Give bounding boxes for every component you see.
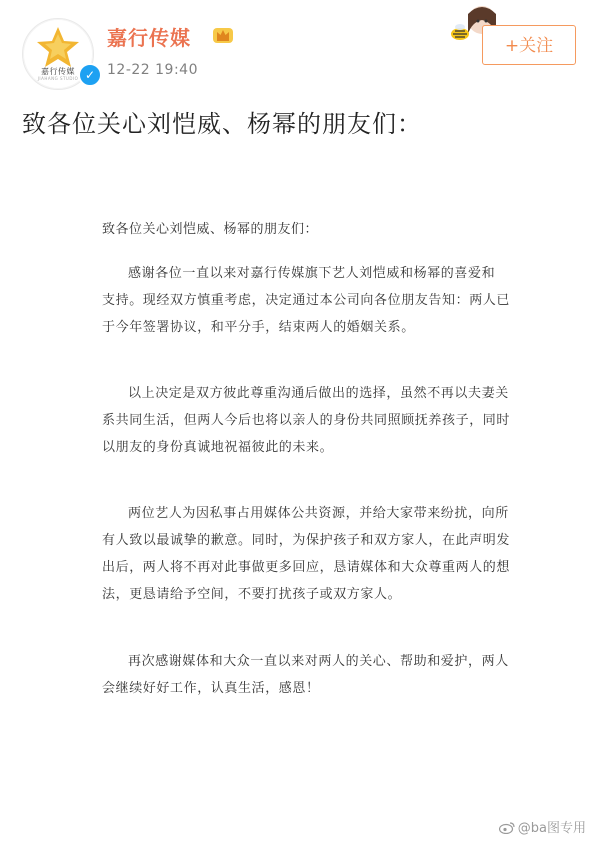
paragraph-line: 有人致以最诚挚的歉意。同时，为保护孩子和双方家人，在此声明发 <box>102 533 511 548</box>
avatar-logo-subtext: JIAHANG STUDIO <box>37 76 79 81</box>
weibo-watermark <box>499 817 586 836</box>
paragraph-line: 以朋友的身份真诚地祝福彼此的未来。 <box>102 440 334 455</box>
paragraph-line: 支持。现经双方慎重考虑，决定通过本公司向各位朋友告知：两人已 <box>102 293 511 308</box>
paragraph-line: 两位艺人为因私事占用媒体公共资源，并给大家带来纷扰，向所 <box>128 506 509 521</box>
paragraph-line: 于今年签署协议，和平分手，结束两人的婚姻关系。 <box>102 320 415 335</box>
paragraph-line: 法，更恳请给予空间，不要打扰孩子或双方家人。 <box>102 587 402 602</box>
letter-paragraph <box>102 648 522 702</box>
verified-icon: ✓ <box>78 63 102 87</box>
crown-badge-icon <box>212 25 234 45</box>
paragraph-line: 会继续好好工作，认真生活，感恩！ <box>102 681 320 696</box>
post-timestamp[interactable]: 12-22 19:40 <box>107 62 198 78</box>
paragraph-line: 出后，两人将不再对此事做更多回应，恳请媒体和大众尊重两人的想 <box>102 560 511 575</box>
weibo-logo-icon <box>499 821 515 834</box>
paragraph-line: 再次感谢媒体和大众一直以来对两人的关心、帮助和爱护，两人 <box>128 654 509 669</box>
letter-paragraph <box>102 500 522 608</box>
paragraph-line: 感谢各位一直以来对嘉行传媒旗下艺人刘恺威和杨幂的喜爱和 <box>128 266 496 281</box>
watermark-text: @ba图专用 <box>517 821 586 836</box>
letter-paragraph <box>102 260 522 341</box>
paragraph-line: 以上决定是双方彼此尊重沟通后做出的选择，虽然不再以夫妻关 <box>128 386 509 401</box>
avatar-logo-text: 嘉行传媒 <box>41 67 75 76</box>
star-logo-icon <box>35 25 81 69</box>
statement-image <box>0 170 600 842</box>
paragraph-line: 系共同生活，但两人今后也将以亲人的身份共同照顾抚养孩子，同时 <box>102 413 511 428</box>
follow-button[interactable]: +关注 <box>482 25 576 65</box>
username[interactable]: 嘉行传媒 <box>107 26 191 50</box>
letter-paragraph <box>102 380 522 461</box>
letter-greeting: 致各位关心刘恺威、杨幂的朋友们： <box>102 222 319 237</box>
post-title: 致各位关心刘恺威、杨幂的朋友们： <box>22 110 422 138</box>
post-header <box>0 0 600 96</box>
